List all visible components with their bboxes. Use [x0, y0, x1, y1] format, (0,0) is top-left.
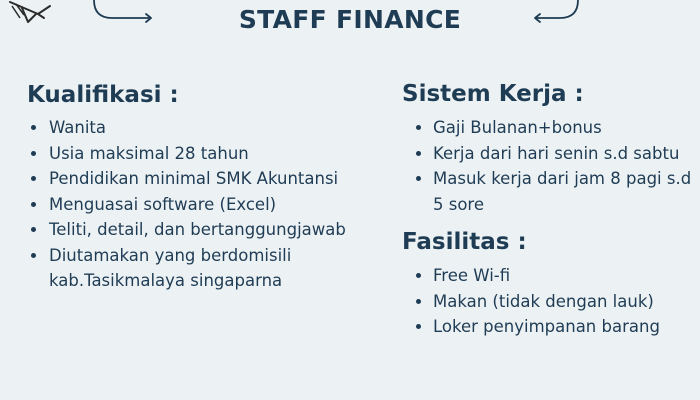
list-item: Pendidikan minimal SMK Akuntansi	[27, 166, 357, 192]
qualifications-section	[27, 80, 357, 294]
qualifications-heading: Kualifikasi :	[27, 82, 179, 108]
list-item: Masuk kerja dari jam 8 pagi s.d 5 sore	[402, 166, 692, 217]
list-item: Gaji Bulanan+bonus	[402, 115, 692, 141]
list-item: Diutamakan yang berdomisili kab.Tasikmalaya singaparna	[27, 243, 357, 294]
list-item: Free Wi-fi	[402, 263, 692, 289]
qualifications-list	[27, 115, 357, 294]
work-system-section	[402, 79, 692, 340]
list-item: Wanita	[27, 115, 357, 141]
list-item: Menguasai software (Excel)	[27, 192, 357, 218]
list-item: Usia maksimal 28 tahun	[27, 141, 357, 167]
facilities-list	[402, 263, 692, 340]
list-item: Teliti, detail, dan bertanggungjawab	[27, 217, 357, 243]
work-system-heading: Sistem Kerja :	[402, 81, 584, 107]
list-item: Makan (tidak dengan lauk)	[402, 289, 692, 315]
work-system-list	[402, 115, 692, 217]
facilities-heading: Fasilitas :	[402, 229, 527, 255]
list-item: Loker penyimpanan barang	[402, 314, 692, 340]
list-item: Kerja dari hari senin s.d sabtu	[402, 141, 692, 167]
page-title: STAFF FINANCE	[238, 5, 462, 34]
